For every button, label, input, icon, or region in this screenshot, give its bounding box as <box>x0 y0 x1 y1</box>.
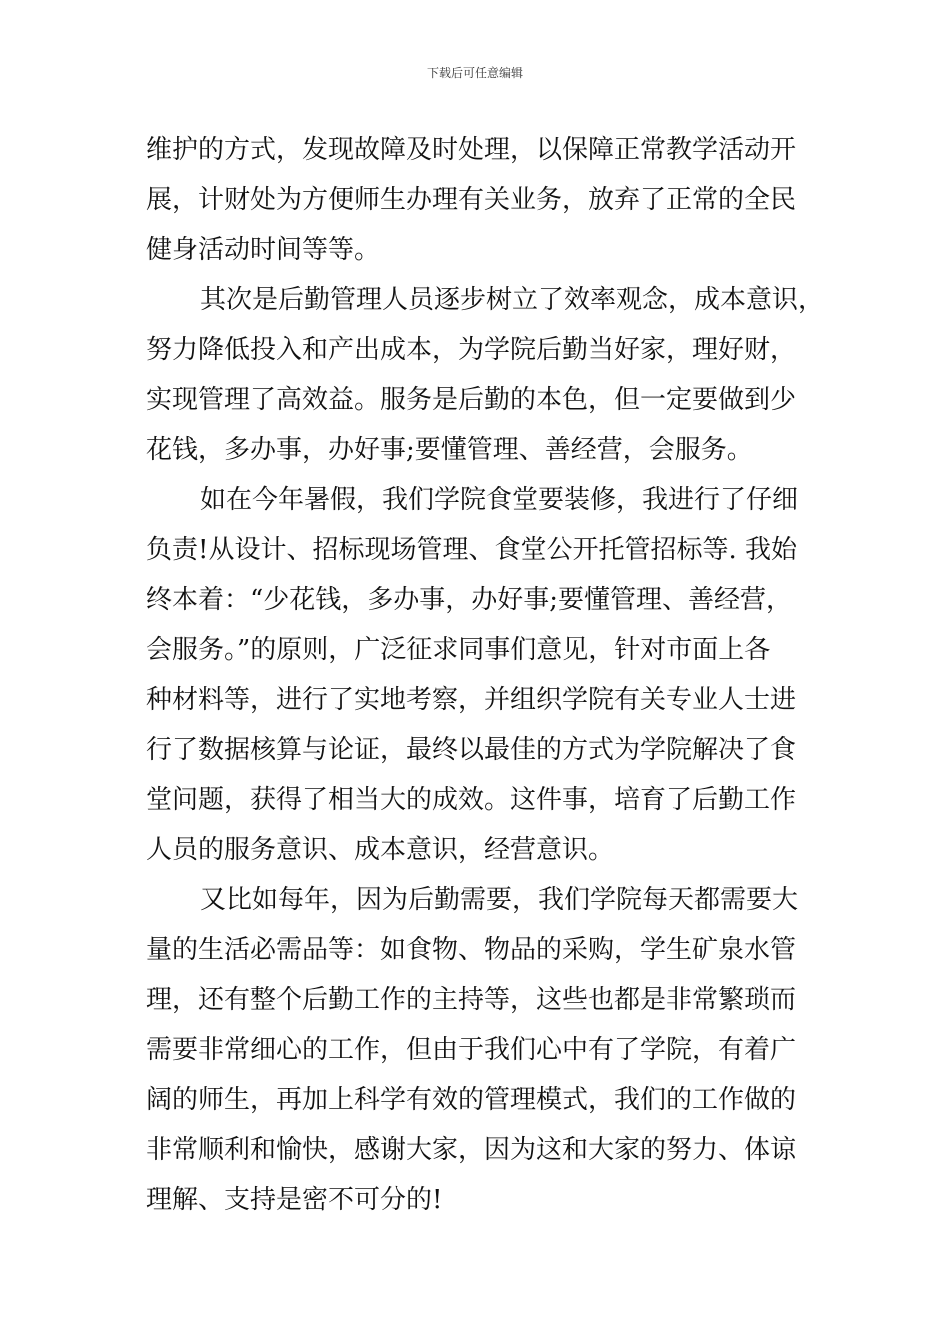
text-line: 实现管理了高效益。服务是后勤的本色，但一定要做到少 <box>146 385 797 415</box>
paragraph-first-line: 如在今年暑假，我们学院食堂要装修，我进行了仔细 <box>200 485 799 515</box>
paragraph-first-line: 其次是后勤管理人员逐步树立了效率观念，成本意识， <box>200 285 825 315</box>
text-line: 维护的方式，发现故障及时处理，以保障正常教学活动开 <box>146 135 797 165</box>
text-line: 终本着：“少花钱，多办事，办好事;要懂管理、善经营， <box>146 585 793 615</box>
text-line: 种材料等，进行了实地考察，并组织学院有关专业人士进 <box>146 685 797 715</box>
text-line: 人员的服务意识、成本意识，经营意识。 <box>146 835 615 865</box>
text-line: 堂问题，获得了相当大的成效。这件事，培育了后勤工作 <box>146 785 797 815</box>
text-line: 健身活动时间等等。 <box>146 235 381 265</box>
text-line: 理解、支持是密不可分的! <box>146 1185 443 1215</box>
text-line: 努力降低投入和产出成本，为学院后勤当好家，理好财， <box>146 335 797 365</box>
text-line: 量的生活必需品等：如食物、物品的采购，学生矿泉水管 <box>146 935 797 965</box>
document-body <box>146 125 846 1225</box>
text-line: 行了数据核算与论证，最终以最佳的方式为学院解决了食 <box>146 735 797 765</box>
text-line: 理，还有整个后勤工作的主持等，这些也都是非常繁琐而 <box>146 985 797 1015</box>
text-line: 展，计财处为方便师生办理有关业务，放弃了正常的全民 <box>146 185 797 215</box>
paragraph-first-line: 又比如每年，因为后勤需要，我们学院每天都需要大 <box>200 885 799 915</box>
page-header: 下载后可任意编辑 <box>426 66 523 80</box>
text-line: 负责!从设计、招标现场管理、食堂公开托管招标等. 我始 <box>146 535 797 565</box>
text-line: 非常顺利和愉快，感谢大家，因为这和大家的努力、体谅 <box>146 1135 797 1165</box>
text-line: 需要非常细心的工作，但由于我们心中有了学院，有着广 <box>146 1035 797 1065</box>
text-line: 会服务。”的原则，广泛征求同事们意见，针对市面上各 <box>146 635 771 665</box>
text-line: 阔的师生，再加上科学有效的管理模式，我们的工作做的 <box>146 1085 797 1115</box>
text-line: 花钱，多办事，办好事;要懂管理、善经营，会服务。 <box>146 435 753 465</box>
